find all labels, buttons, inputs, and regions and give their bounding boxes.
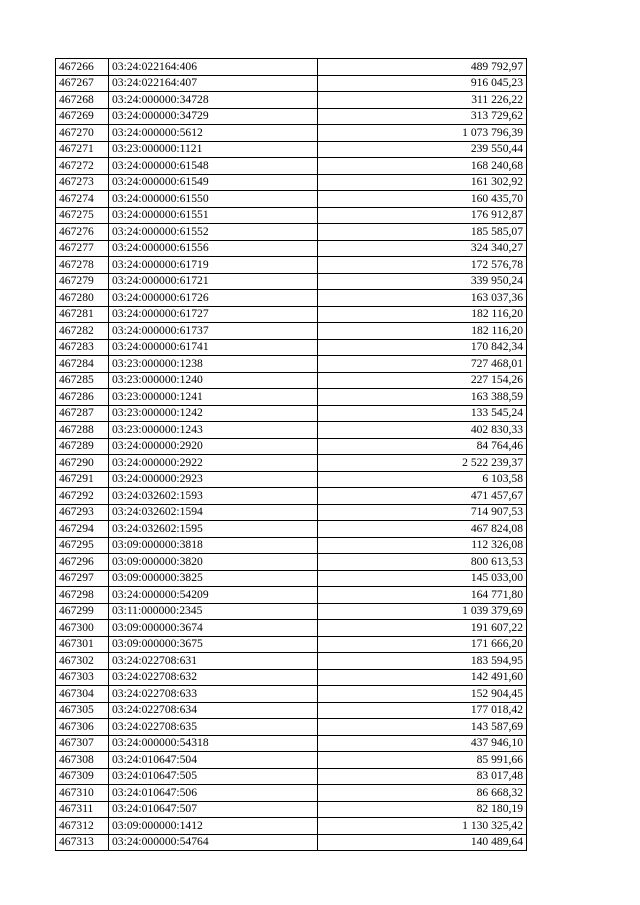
- cadastral-number-cell: 03:24:010647:506: [109, 785, 318, 802]
- cadastral-number-cell: 03:23:000000:1240: [109, 372, 318, 389]
- value-cell: 1 039 379,69: [318, 603, 527, 620]
- cadastral-number-cell: 03:24:000000:2923: [109, 471, 318, 488]
- table-row: [56, 801, 527, 818]
- table-row: [56, 488, 527, 505]
- value-cell: 171 666,20: [318, 636, 527, 653]
- cadastral-number-cell: 03:09:000000:3820: [109, 554, 318, 571]
- table-row: [56, 92, 527, 109]
- row-number-cell: 467310: [56, 785, 109, 802]
- table-row: [56, 702, 527, 719]
- cadastral-number-cell: 03:24:000000:61552: [109, 224, 318, 241]
- value-cell: 85 991,66: [318, 752, 527, 769]
- table-row: [56, 372, 527, 389]
- row-number-cell: 467296: [56, 554, 109, 571]
- value-cell: 163 388,59: [318, 389, 527, 406]
- table-row: [56, 323, 527, 340]
- cadastral-number-cell: 03:09:000000:3825: [109, 570, 318, 587]
- value-cell: 84 764,46: [318, 438, 527, 455]
- cadastral-number-cell: 03:24:010647:505: [109, 768, 318, 785]
- table-row: [56, 207, 527, 224]
- value-cell: 164 771,80: [318, 587, 527, 604]
- row-number-cell: 467275: [56, 207, 109, 224]
- row-number-cell: 467288: [56, 422, 109, 439]
- table-row: [56, 768, 527, 785]
- row-number-cell: 467311: [56, 801, 109, 818]
- table-row: [56, 438, 527, 455]
- row-number-cell: 467268: [56, 92, 109, 109]
- table-row: [56, 785, 527, 802]
- table-row: [56, 405, 527, 422]
- cadastral-number-cell: 03:24:000000:2920: [109, 438, 318, 455]
- table-row: [56, 141, 527, 158]
- table-row: [56, 224, 527, 241]
- table-row: [56, 669, 527, 686]
- value-cell: 82 180,19: [318, 801, 527, 818]
- cadastral-number-cell: 03:24:000000:61556: [109, 240, 318, 257]
- table-row: [56, 719, 527, 736]
- cadastral-number-cell: 03:24:000000:34728: [109, 92, 318, 109]
- cadastral-number-cell: 03:24:000000:61737: [109, 323, 318, 340]
- table-row: [56, 59, 527, 76]
- cadastral-number-cell: 03:24:000000:54209: [109, 587, 318, 604]
- table-row: [56, 125, 527, 142]
- row-number-cell: 467291: [56, 471, 109, 488]
- table-row: [56, 422, 527, 439]
- row-number-cell: 467272: [56, 158, 109, 175]
- table-row: [56, 653, 527, 670]
- value-cell: 182 116,20: [318, 306, 527, 323]
- cadastral-number-cell: 03:24:000000:61726: [109, 290, 318, 307]
- cadastral-number-cell: 03:24:032602:1594: [109, 504, 318, 521]
- value-cell: 83 017,48: [318, 768, 527, 785]
- cadastral-number-cell: 03:09:000000:3675: [109, 636, 318, 653]
- cadastral-number-cell: 03:23:000000:1238: [109, 356, 318, 373]
- value-cell: 112 326,08: [318, 537, 527, 554]
- value-cell: 227 154,26: [318, 372, 527, 389]
- cadastral-number-cell: 03:23:000000:1242: [109, 405, 318, 422]
- cadastral-number-cell: 03:24:000000:61549: [109, 174, 318, 191]
- value-cell: 2 522 239,37: [318, 455, 527, 472]
- cadastral-number-cell: 03:24:000000:54318: [109, 735, 318, 752]
- table-row: [56, 273, 527, 290]
- table-row: [56, 735, 527, 752]
- value-cell: 170 842,34: [318, 339, 527, 356]
- value-cell: 168 240,68: [318, 158, 527, 175]
- row-number-cell: 467287: [56, 405, 109, 422]
- cadastral-number-cell: 03:24:022708:631: [109, 653, 318, 670]
- row-number-cell: 467274: [56, 191, 109, 208]
- value-cell: 313 729,62: [318, 108, 527, 125]
- table-row: [56, 636, 527, 653]
- value-cell: 133 545,24: [318, 405, 527, 422]
- value-cell: 191 607,22: [318, 620, 527, 637]
- table-row: [56, 818, 527, 835]
- cadastral-number-cell: 03:24:000000:61719: [109, 257, 318, 274]
- cadastral-number-cell: 03:24:000000:34729: [109, 108, 318, 125]
- value-cell: 152 904,45: [318, 686, 527, 703]
- value-cell: 467 824,08: [318, 521, 527, 538]
- row-number-cell: 467273: [56, 174, 109, 191]
- cadastral-number-cell: 03:24:000000:61727: [109, 306, 318, 323]
- cadastral-number-cell: 03:09:000000:3674: [109, 620, 318, 637]
- table-row: [56, 356, 527, 373]
- table-row: [56, 191, 527, 208]
- table-row: [56, 537, 527, 554]
- table-row: [56, 75, 527, 92]
- cadastral-number-cell: 03:23:000000:1121: [109, 141, 318, 158]
- value-cell: 1 073 796,39: [318, 125, 527, 142]
- cadastral-number-cell: 03:11:000000:2345: [109, 603, 318, 620]
- row-number-cell: 467312: [56, 818, 109, 835]
- row-number-cell: 467269: [56, 108, 109, 125]
- cadastral-number-cell: 03:09:000000:1412: [109, 818, 318, 835]
- table-row: [56, 257, 527, 274]
- value-cell: 339 950,24: [318, 273, 527, 290]
- table-row: [56, 174, 527, 191]
- value-cell: 161 302,92: [318, 174, 527, 191]
- row-number-cell: 467301: [56, 636, 109, 653]
- value-cell: 177 018,42: [318, 702, 527, 719]
- value-cell: 714 907,53: [318, 504, 527, 521]
- value-cell: 437 946,10: [318, 735, 527, 752]
- row-number-cell: 467266: [56, 59, 109, 76]
- table-row: [56, 504, 527, 521]
- row-number-cell: 467305: [56, 702, 109, 719]
- value-cell: 143 587,69: [318, 719, 527, 736]
- cadastral-number-cell: 03:24:022164:406: [109, 59, 318, 76]
- value-cell: 182 116,20: [318, 323, 527, 340]
- value-cell: 800 613,53: [318, 554, 527, 571]
- cadastral-number-cell: 03:23:000000:1243: [109, 422, 318, 439]
- value-cell: 86 668,32: [318, 785, 527, 802]
- row-number-cell: 467294: [56, 521, 109, 538]
- value-cell: 140 489,64: [318, 834, 527, 851]
- cadastral-number-cell: 03:24:022708:633: [109, 686, 318, 703]
- table-row: [56, 521, 527, 538]
- value-cell: 311 226,22: [318, 92, 527, 109]
- value-cell: 471 457,67: [318, 488, 527, 505]
- value-cell: 402 830,33: [318, 422, 527, 439]
- table-row: [56, 339, 527, 356]
- value-cell: 239 550,44: [318, 141, 527, 158]
- row-number-cell: 467302: [56, 653, 109, 670]
- table-row: [56, 603, 527, 620]
- cadastral-number-cell: 03:24:000000:61548: [109, 158, 318, 175]
- table-body: [56, 59, 527, 851]
- table-row: [56, 834, 527, 851]
- row-number-cell: 467295: [56, 537, 109, 554]
- value-cell: 160 435,70: [318, 191, 527, 208]
- value-cell: 1 130 325,42: [318, 818, 527, 835]
- table-row: [56, 290, 527, 307]
- value-cell: 183 594,95: [318, 653, 527, 670]
- row-number-cell: 467276: [56, 224, 109, 241]
- cadastral-number-cell: 03:24:000000:61551: [109, 207, 318, 224]
- cadastral-number-cell: 03:24:000000:61550: [109, 191, 318, 208]
- table-row: [56, 389, 527, 406]
- table-row: [56, 554, 527, 571]
- cadastral-number-cell: 03:24:000000:61741: [109, 339, 318, 356]
- row-number-cell: 467280: [56, 290, 109, 307]
- table-row: [56, 108, 527, 125]
- row-number-cell: 467309: [56, 768, 109, 785]
- value-cell: 324 340,27: [318, 240, 527, 257]
- table-row: [56, 158, 527, 175]
- row-number-cell: 467293: [56, 504, 109, 521]
- cadastral-number-cell: 03:09:000000:3818: [109, 537, 318, 554]
- cadastral-number-cell: 03:23:000000:1241: [109, 389, 318, 406]
- cadastre-value-table: [55, 58, 527, 851]
- cadastral-number-cell: 03:24:032602:1595: [109, 521, 318, 538]
- table-row: [56, 570, 527, 587]
- row-number-cell: 467307: [56, 735, 109, 752]
- cadastral-number-cell: 03:24:000000:61721: [109, 273, 318, 290]
- row-number-cell: 467298: [56, 587, 109, 604]
- row-number-cell: 467289: [56, 438, 109, 455]
- row-number-cell: 467304: [56, 686, 109, 703]
- row-number-cell: 467283: [56, 339, 109, 356]
- value-cell: 185 585,07: [318, 224, 527, 241]
- value-cell: 163 037,36: [318, 290, 527, 307]
- row-number-cell: 467286: [56, 389, 109, 406]
- row-number-cell: 467267: [56, 75, 109, 92]
- cadastral-number-cell: 03:24:022708:632: [109, 669, 318, 686]
- row-number-cell: 467271: [56, 141, 109, 158]
- table-row: [56, 587, 527, 604]
- value-cell: 145 033,00: [318, 570, 527, 587]
- row-number-cell: 467290: [56, 455, 109, 472]
- value-cell: 489 792,97: [318, 59, 527, 76]
- cadastral-number-cell: 03:24:000000:54764: [109, 834, 318, 851]
- cadastral-number-cell: 03:24:022708:634: [109, 702, 318, 719]
- value-cell: 916 045,23: [318, 75, 527, 92]
- table-row: [56, 686, 527, 703]
- row-number-cell: 467300: [56, 620, 109, 637]
- row-number-cell: 467277: [56, 240, 109, 257]
- row-number-cell: 467279: [56, 273, 109, 290]
- row-number-cell: 467306: [56, 719, 109, 736]
- row-number-cell: 467284: [56, 356, 109, 373]
- table-row: [56, 240, 527, 257]
- table-row: [56, 455, 527, 472]
- value-cell: 142 491,60: [318, 669, 527, 686]
- value-cell: 6 103,58: [318, 471, 527, 488]
- table-row: [56, 620, 527, 637]
- table-row: [56, 752, 527, 769]
- row-number-cell: 467299: [56, 603, 109, 620]
- row-number-cell: 467278: [56, 257, 109, 274]
- row-number-cell: 467313: [56, 834, 109, 851]
- row-number-cell: 467270: [56, 125, 109, 142]
- row-number-cell: 467285: [56, 372, 109, 389]
- value-cell: 176 912,87: [318, 207, 527, 224]
- row-number-cell: 467292: [56, 488, 109, 505]
- cadastral-number-cell: 03:24:022164:407: [109, 75, 318, 92]
- cadastral-number-cell: 03:24:032602:1593: [109, 488, 318, 505]
- cadastral-number-cell: 03:24:010647:507: [109, 801, 318, 818]
- row-number-cell: 467308: [56, 752, 109, 769]
- table-row: [56, 306, 527, 323]
- cadastral-number-cell: 03:24:000000:2922: [109, 455, 318, 472]
- row-number-cell: 467282: [56, 323, 109, 340]
- table-row: [56, 471, 527, 488]
- cadastral-number-cell: 03:24:000000:5612: [109, 125, 318, 142]
- row-number-cell: 467303: [56, 669, 109, 686]
- value-cell: 727 468,01: [318, 356, 527, 373]
- row-number-cell: 467281: [56, 306, 109, 323]
- cadastral-number-cell: 03:24:022708:635: [109, 719, 318, 736]
- value-cell: 172 576,78: [318, 257, 527, 274]
- row-number-cell: 467297: [56, 570, 109, 587]
- cadastral-number-cell: 03:24:010647:504: [109, 752, 318, 769]
